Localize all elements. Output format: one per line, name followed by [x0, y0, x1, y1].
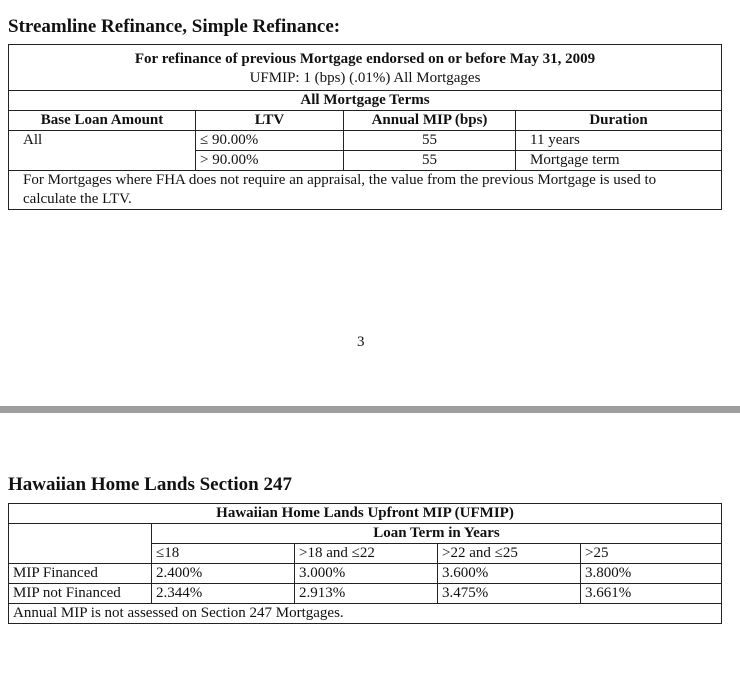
column-header: Base Loan Amount [9, 111, 196, 131]
ufmip-cell: 3.600% [438, 564, 581, 584]
mip-cell: 55 [344, 131, 516, 151]
table-row [9, 564, 722, 584]
table-subheader: Loan Term in Years [152, 524, 722, 544]
section2-heading: Hawaiian Home Lands Section 247 [8, 474, 292, 495]
ufmip-cell: 3.475% [438, 584, 581, 604]
section1-heading: Streamline Refinance, Simple Refinance: [8, 16, 341, 37]
ufmip-cell: 2.344% [152, 584, 295, 604]
subheader-row [9, 524, 722, 544]
page-number: 3 [357, 334, 365, 350]
column-header: >18 and ≤22 [295, 544, 438, 564]
ufmip-cell: 3.800% [581, 564, 722, 584]
ltv-cell: ≤ 90.00% [196, 131, 344, 151]
column-header: Duration [516, 111, 722, 131]
row-label: MIP not Financed [9, 584, 152, 604]
ufmip-cell: 2.913% [295, 584, 438, 604]
ltv-cell: > 90.00% [196, 151, 344, 171]
hawaiian-ufmip-table [8, 503, 722, 624]
ufmip-line: UFMIP: 1 (bps) (.01%) All Mortgages [249, 70, 481, 86]
table-subheader: All Mortgage Terms [9, 91, 722, 111]
column-header: >25 [581, 544, 722, 564]
note-row [9, 171, 722, 210]
row-label: MIP Financed [9, 564, 152, 584]
subheader-row [9, 91, 722, 111]
base-loan-cell: All [9, 131, 196, 171]
page-divider [0, 406, 740, 413]
streamline-mip-table [8, 44, 722, 210]
table-note: Annual MIP is not assessed on Section 247 Mortgages. [9, 604, 722, 624]
table-caption-row [9, 45, 722, 91]
column-header: Annual MIP (bps) [344, 111, 516, 131]
mip-cell: 55 [344, 151, 516, 171]
note-row [9, 604, 722, 624]
table-row [9, 131, 722, 151]
ufmip-cell: 2.400% [152, 564, 295, 584]
table-caption: Hawaiian Home Lands Upfront MIP (UFMIP) [9, 504, 722, 524]
column-header: ≤18 [152, 544, 295, 564]
column-header: >22 and ≤25 [438, 544, 581, 564]
table-row [9, 584, 722, 604]
column-header: LTV [196, 111, 344, 131]
column-header-row [9, 111, 722, 131]
table-note: For Mortgages where FHA does not require an appraisal, the value from the previous Mortgage is used to calculate the LTV. [9, 171, 722, 210]
ufmip-cell: 3.000% [295, 564, 438, 584]
duration-cell: Mortgage term [516, 151, 722, 171]
ufmip-cell: 3.661% [581, 584, 722, 604]
duration-cell: 11 years [516, 131, 722, 151]
table-caption-row [9, 504, 722, 524]
table-caption: For refinance of previous Mortgage endorsed on or before May 31, 2009 [134, 51, 596, 67]
